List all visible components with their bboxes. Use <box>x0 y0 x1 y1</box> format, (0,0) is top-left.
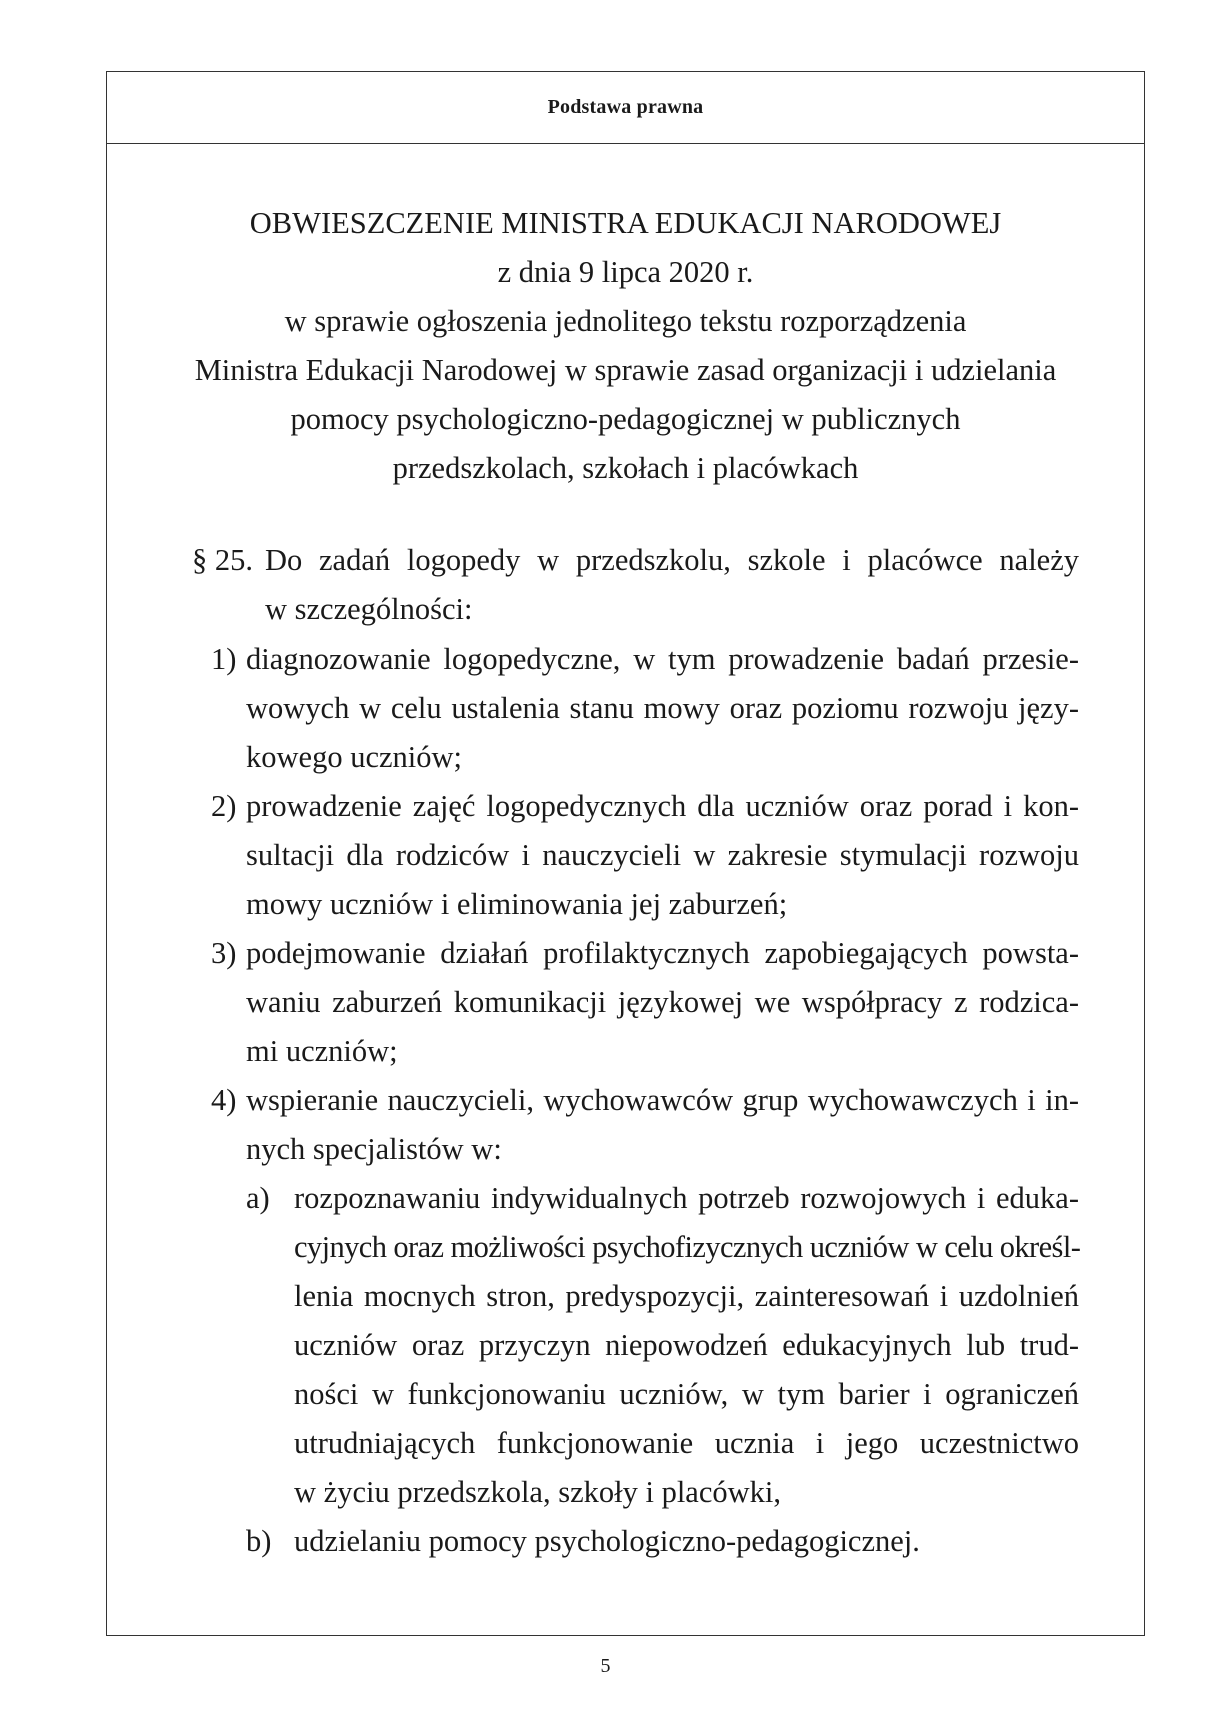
list-item-line: diagnozowanie logopedyczne, w tym prowadzenie badań przesie- <box>246 642 1079 676</box>
list-item-number: 2) <box>211 789 237 823</box>
list-item-line: sultacji dla rodziców i nauczycieli w zakresie stymulacji rozwoju <box>246 838 1079 872</box>
sub-item-line: udzielaniu pomocy psychologiczno-pedagogicznej. <box>294 1524 920 1558</box>
list-item-line: nych specjalistów w: <box>246 1132 502 1166</box>
list-item-line: waniu zaburzeń komunikacji językowej we współpracy z rodzica- <box>246 985 1079 1019</box>
sub-item-line: ności w funkcjonowaniu uczniów, w tym barier i ograniczeń <box>294 1377 1079 1411</box>
section-header-label: Podstawa prawna <box>547 96 704 118</box>
sub-item-line: uczniów oraz przyczyn niepowodzeń edukacyjnych lub trud- <box>294 1328 1079 1362</box>
title-line: pomocy psychologiczno-pedagogicznej w publicznych <box>290 402 961 436</box>
sub-item-line: rozpoznawaniu indywidualnych potrzeb rozwojowych i eduka- <box>294 1181 1079 1215</box>
section-header <box>107 72 1144 144</box>
list-item-number: 1) <box>211 642 237 676</box>
sub-item-letter: a) <box>246 1181 270 1215</box>
paragraph-number: § 25. <box>192 543 253 577</box>
sub-item-line: lenia mocnych stron, predyspozycji, zainteresowań i uzdolnień <box>294 1279 1079 1313</box>
title-line: z dnia 9 lipca 2020 r. <box>497 255 754 289</box>
sub-item-line: cyjnych oraz możliwości psychofizycznych uczniów w celu określ- <box>294 1230 1081 1264</box>
document-frame <box>106 71 1145 1636</box>
list-item-line: mi uczniów; <box>246 1034 398 1068</box>
list-item-line: mowy uczniów i eliminowania jej zaburzeń; <box>246 887 788 921</box>
paragraph-line: w szczególności: <box>265 592 473 626</box>
paragraph-line: Do zadań logopedy w przedszkolu, szkole i placówce należy <box>265 543 1079 577</box>
list-item-line: podejmowanie działań profilaktycznych zapobiegających powsta- <box>246 936 1079 970</box>
sub-item-line: w życiu przedszkola, szkoły i placówki, <box>294 1475 782 1509</box>
page-number: 5 <box>600 1655 611 1677</box>
list-item-number: 4) <box>211 1083 237 1117</box>
list-item-line: wowych w celu ustalenia stanu mowy oraz poziomu rozwoju języ- <box>246 691 1079 725</box>
list-item-number: 3) <box>211 936 237 970</box>
title-line: przedszkolach, szkołach i placówkach <box>392 451 859 485</box>
title-line: OBWIESZCZENIE MINISTRA EDUKACJI NARODOWEJ <box>249 206 1002 240</box>
list-item-line: kowego uczniów; <box>246 740 462 774</box>
sub-item-line: utrudniających funkcjonowanie ucznia i jego uczestnictwo <box>294 1426 1079 1460</box>
title-line: Ministra Edukacji Narodowej w sprawie zasad organizacji i udzielania <box>194 353 1057 387</box>
list-item-line: prowadzenie zajęć logopedycznych dla uczniów oraz porad i kon- <box>246 789 1079 823</box>
list-item-line: wspieranie nauczycieli, wychowawców grup wychowawczych i in- <box>246 1083 1079 1117</box>
announcement-title <box>107 199 1144 493</box>
sub-item-letter: b) <box>246 1524 272 1558</box>
title-line: w sprawie ogłoszenia jednolitego tekstu rozporządzenia <box>284 304 967 338</box>
